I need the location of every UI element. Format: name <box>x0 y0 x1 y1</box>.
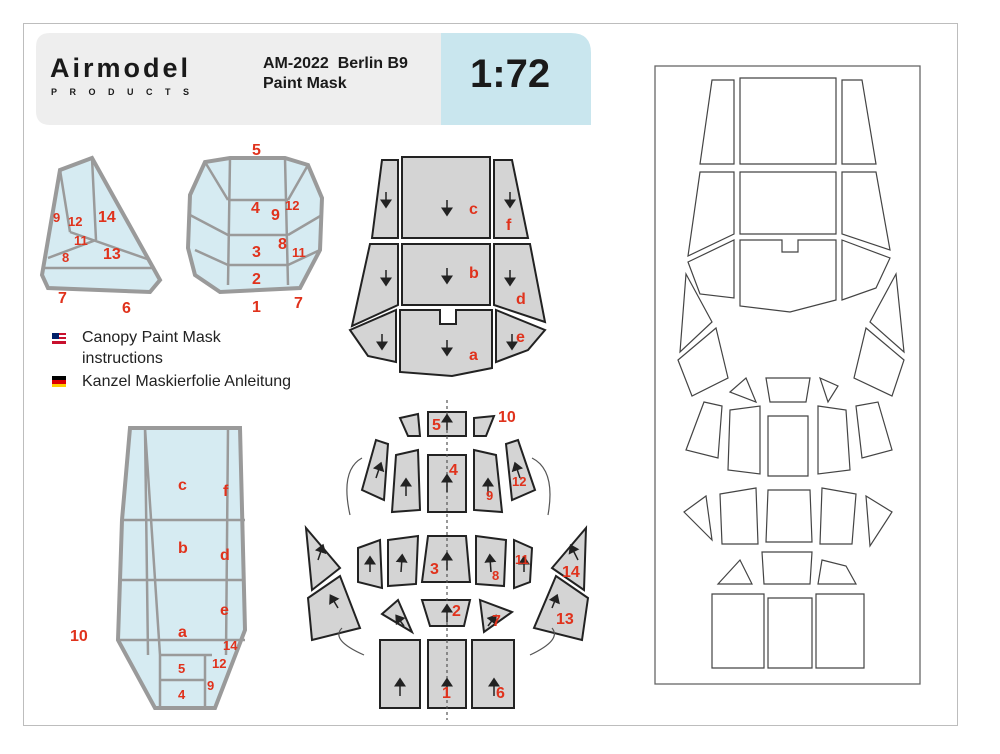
label-top-4: 4 <box>178 687 186 702</box>
label-side-14: 14 <box>98 209 116 226</box>
label-top-a: a <box>178 624 187 641</box>
label-front-1: 1 <box>252 299 261 316</box>
label-panel-6: 6 <box>496 685 505 702</box>
model-name: Berlin B9 <box>337 55 408 72</box>
label-front-7: 7 <box>294 295 303 312</box>
label-mask-a: a <box>469 347 478 364</box>
label-panel-11: 11 <box>515 552 529 567</box>
label-front-12: 12 <box>285 198 300 213</box>
label-mask-e: e <box>516 329 525 346</box>
label-mask-b: b <box>469 265 479 282</box>
english-line-2: instructions <box>82 350 163 367</box>
label-panel-8: 8 <box>492 568 500 583</box>
label-top-c: c <box>178 477 187 494</box>
brand-subtitle: PRODUCTS <box>51 87 202 97</box>
label-front-9: 9 <box>271 207 280 224</box>
label-mask-d: d <box>516 291 526 308</box>
label-top-9: 9 <box>207 678 215 693</box>
label-panel-10: 10 <box>498 409 516 426</box>
label-front-2: 2 <box>252 271 261 288</box>
label-panel-13: 13 <box>556 611 574 628</box>
scale-label: 1:72 <box>470 52 551 96</box>
label-top-d: d <box>220 547 230 564</box>
label-panel-5: 5 <box>432 417 441 434</box>
label-panel-1: 1 <box>442 685 451 702</box>
mask-piece-d <box>494 244 545 322</box>
brand-logo: Airmodel <box>50 53 192 83</box>
label-front-11: 11 <box>292 245 306 260</box>
label-mask-f: f <box>506 217 512 234</box>
label-side-6: 6 <box>122 300 131 317</box>
mask-piece-c <box>402 157 490 238</box>
german-line: Kanzel Maskierfolie Anleitung <box>82 373 292 390</box>
label-top-5: 5 <box>178 661 186 676</box>
label-top-f: f <box>223 483 229 500</box>
label-side-8: 8 <box>62 250 70 265</box>
label-panel-2: 2 <box>452 603 461 620</box>
label-top-12: 12 <box>212 656 227 671</box>
product-type: Paint Mask <box>263 75 347 92</box>
label-panel-4: 4 <box>449 462 458 479</box>
label-panel-9: 9 <box>486 488 494 503</box>
label-panel-7: 7 <box>492 613 501 630</box>
label-side-11: 11 <box>74 233 88 248</box>
label-front-3: 3 <box>252 244 261 261</box>
label-front-8: 8 <box>278 236 287 253</box>
label-side-12: 12 <box>68 214 83 229</box>
label-top-e: e <box>220 602 229 619</box>
label-top-10: 10 <box>70 628 88 645</box>
label-top-14: 14 <box>223 638 238 653</box>
english-line-1: Canopy Paint Mask <box>82 329 221 346</box>
label-mask-c: c <box>469 201 478 218</box>
label-front-4: 4 <box>251 200 260 217</box>
label-side-13: 13 <box>103 246 121 263</box>
label-front-5: 5 <box>252 142 261 159</box>
label-panel-3: 3 <box>430 561 439 578</box>
product-code: AM-2022 <box>263 55 329 72</box>
mask-piece <box>372 160 398 238</box>
label-panel-14: 14 <box>562 564 580 581</box>
label-side-9: 9 <box>53 210 61 225</box>
label-side-7: 7 <box>58 290 67 307</box>
label-top-b: b <box>178 540 188 557</box>
label-panel-12: 12 <box>512 474 527 489</box>
mask-piece-a <box>400 310 492 376</box>
